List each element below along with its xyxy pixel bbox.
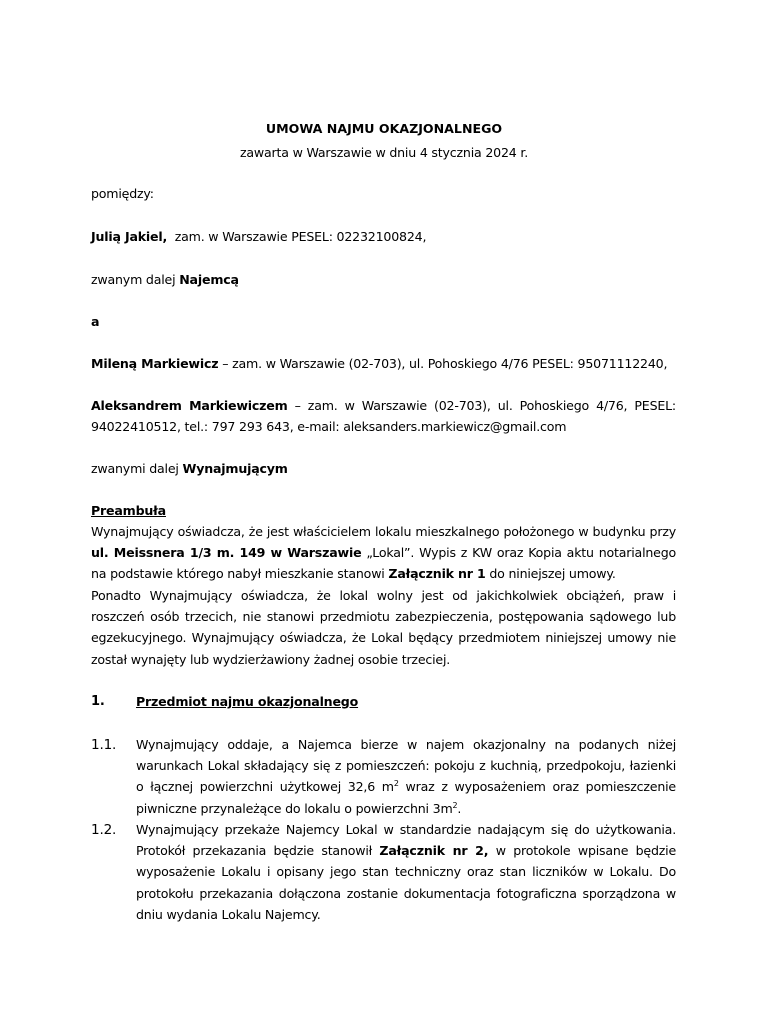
tenant-details: zam. w Warszawie PESEL: 02232100824, [174, 229, 427, 244]
tenant-role-line [91, 272, 239, 287]
property-address: ul. Meissnera 1/3 m. 149 w Warszawie [91, 545, 362, 561]
landlord2-name: Aleksandrem Markiewiczem [91, 398, 288, 413]
landlord2-details: – zam. w Warszawie (02-703), ul. Pohoskiego 4/76, PESEL: 94022410512, tel.: 797 293 643, e-mail: aleksanders.markiewicz@gmail.com [91, 398, 676, 435]
landlord2-paragraph [91, 395, 676, 437]
preamble-paragraph-1: Wynajmujący oświadcza, że jest właścicielem lokalu mieszkalnego położonego w budynku przy ul. Meissnera 1/3 m. 149 w Warszawie „Lokal”. Wypis z KW oraz Kopia aktu notarialnego na podstawie którego nabył mieszkanie stanowi Załącznik nr 1 do niniejszej umowy. [91, 524, 677, 582]
landlord-role-line [91, 461, 288, 476]
attachment-2-ref: Załącznik nr 2, [379, 843, 489, 859]
item-1-2-number: 1.2. [91, 822, 117, 838]
item-1-2-text: Wynajmujący przekaże Najemcy Lokal w standardzie nadającym się do użytkowania. Protokół przekazania będzie stanowił Załącznik nr 2, w protokole wpisane będzie wyposażenie Lokalu i opisany jego stan techniczny oraz stan liczników w Lokalu. Do protokołu przekazania dołączona zostanie dokumentacja fotograficzna sporządzona w dniu wydania Lokalu Najemcy. [136, 822, 677, 922]
document-title: UMOWA NAJMU OKAZJONALNEGO [265, 121, 503, 136]
tenant-name: Julią Jakiel, [91, 229, 168, 244]
item-1-1-text: Wynajmujący oddaje, a Najemca bierze w najem okazjonalny na podanych niżej warunkach Lokal składający się z pomieszczeń: pokoju z kuchnią, przedpokoju, łazienki o łącznej powierzchni użytkowej 32,6 $m^2$ wraz z wyposażeniem oraz pomieszczenie piwniczne przynależące do lokalu o powierzchni $3m^2$. [136, 737, 676, 816]
preamble-heading: Preambuła [91, 503, 166, 518]
tenant-role: Najemcą [179, 272, 239, 287]
landlord-role: Wynajmującym [182, 461, 288, 476]
preamble-paragraph-2: Ponadto Wynajmujący oświadcza, że lokal wolny jest od jakichkolwiek obciążeń, praw i roszczeń osób trzecich, nie stanowi przedmiotu zabezpieczenia, postępowania sądowego lub egzekucyjnego. Wynajmujący oświadcza, że Lokal będący przedmiotem niniejszej umowy nie został wynajęty lub wydzierżawiony żadnej osobie trzeciej. [91, 588, 676, 667]
conjunction: a [91, 314, 100, 329]
parties-intro: pomiędzy: [91, 186, 154, 201]
tenant-role-prefix: zwanym dalej [91, 272, 176, 287]
section-1-title: Przedmiot najmu okazjonalnego [136, 694, 359, 709]
landlord-role-prefix: zwanymi dalej [91, 461, 179, 476]
landlord1-details: – zam. w Warszawie (02-703), ul. Pohoskiego 4/76 PESEL: 95071112240, [222, 356, 668, 371]
attachment-1-ref: Załącznik nr 1 [388, 566, 486, 582]
landlord1-name: Mileną Markiewicz [91, 356, 219, 371]
item-1-1-number: 1.1. [91, 737, 117, 753]
section-1-number: 1. [91, 694, 105, 709]
landlord1-line [91, 356, 667, 371]
document-subtitle: zawarta w Warszawie w dniu 4 stycznia 2024 r. [239, 145, 528, 160]
tenant-line [91, 229, 426, 244]
